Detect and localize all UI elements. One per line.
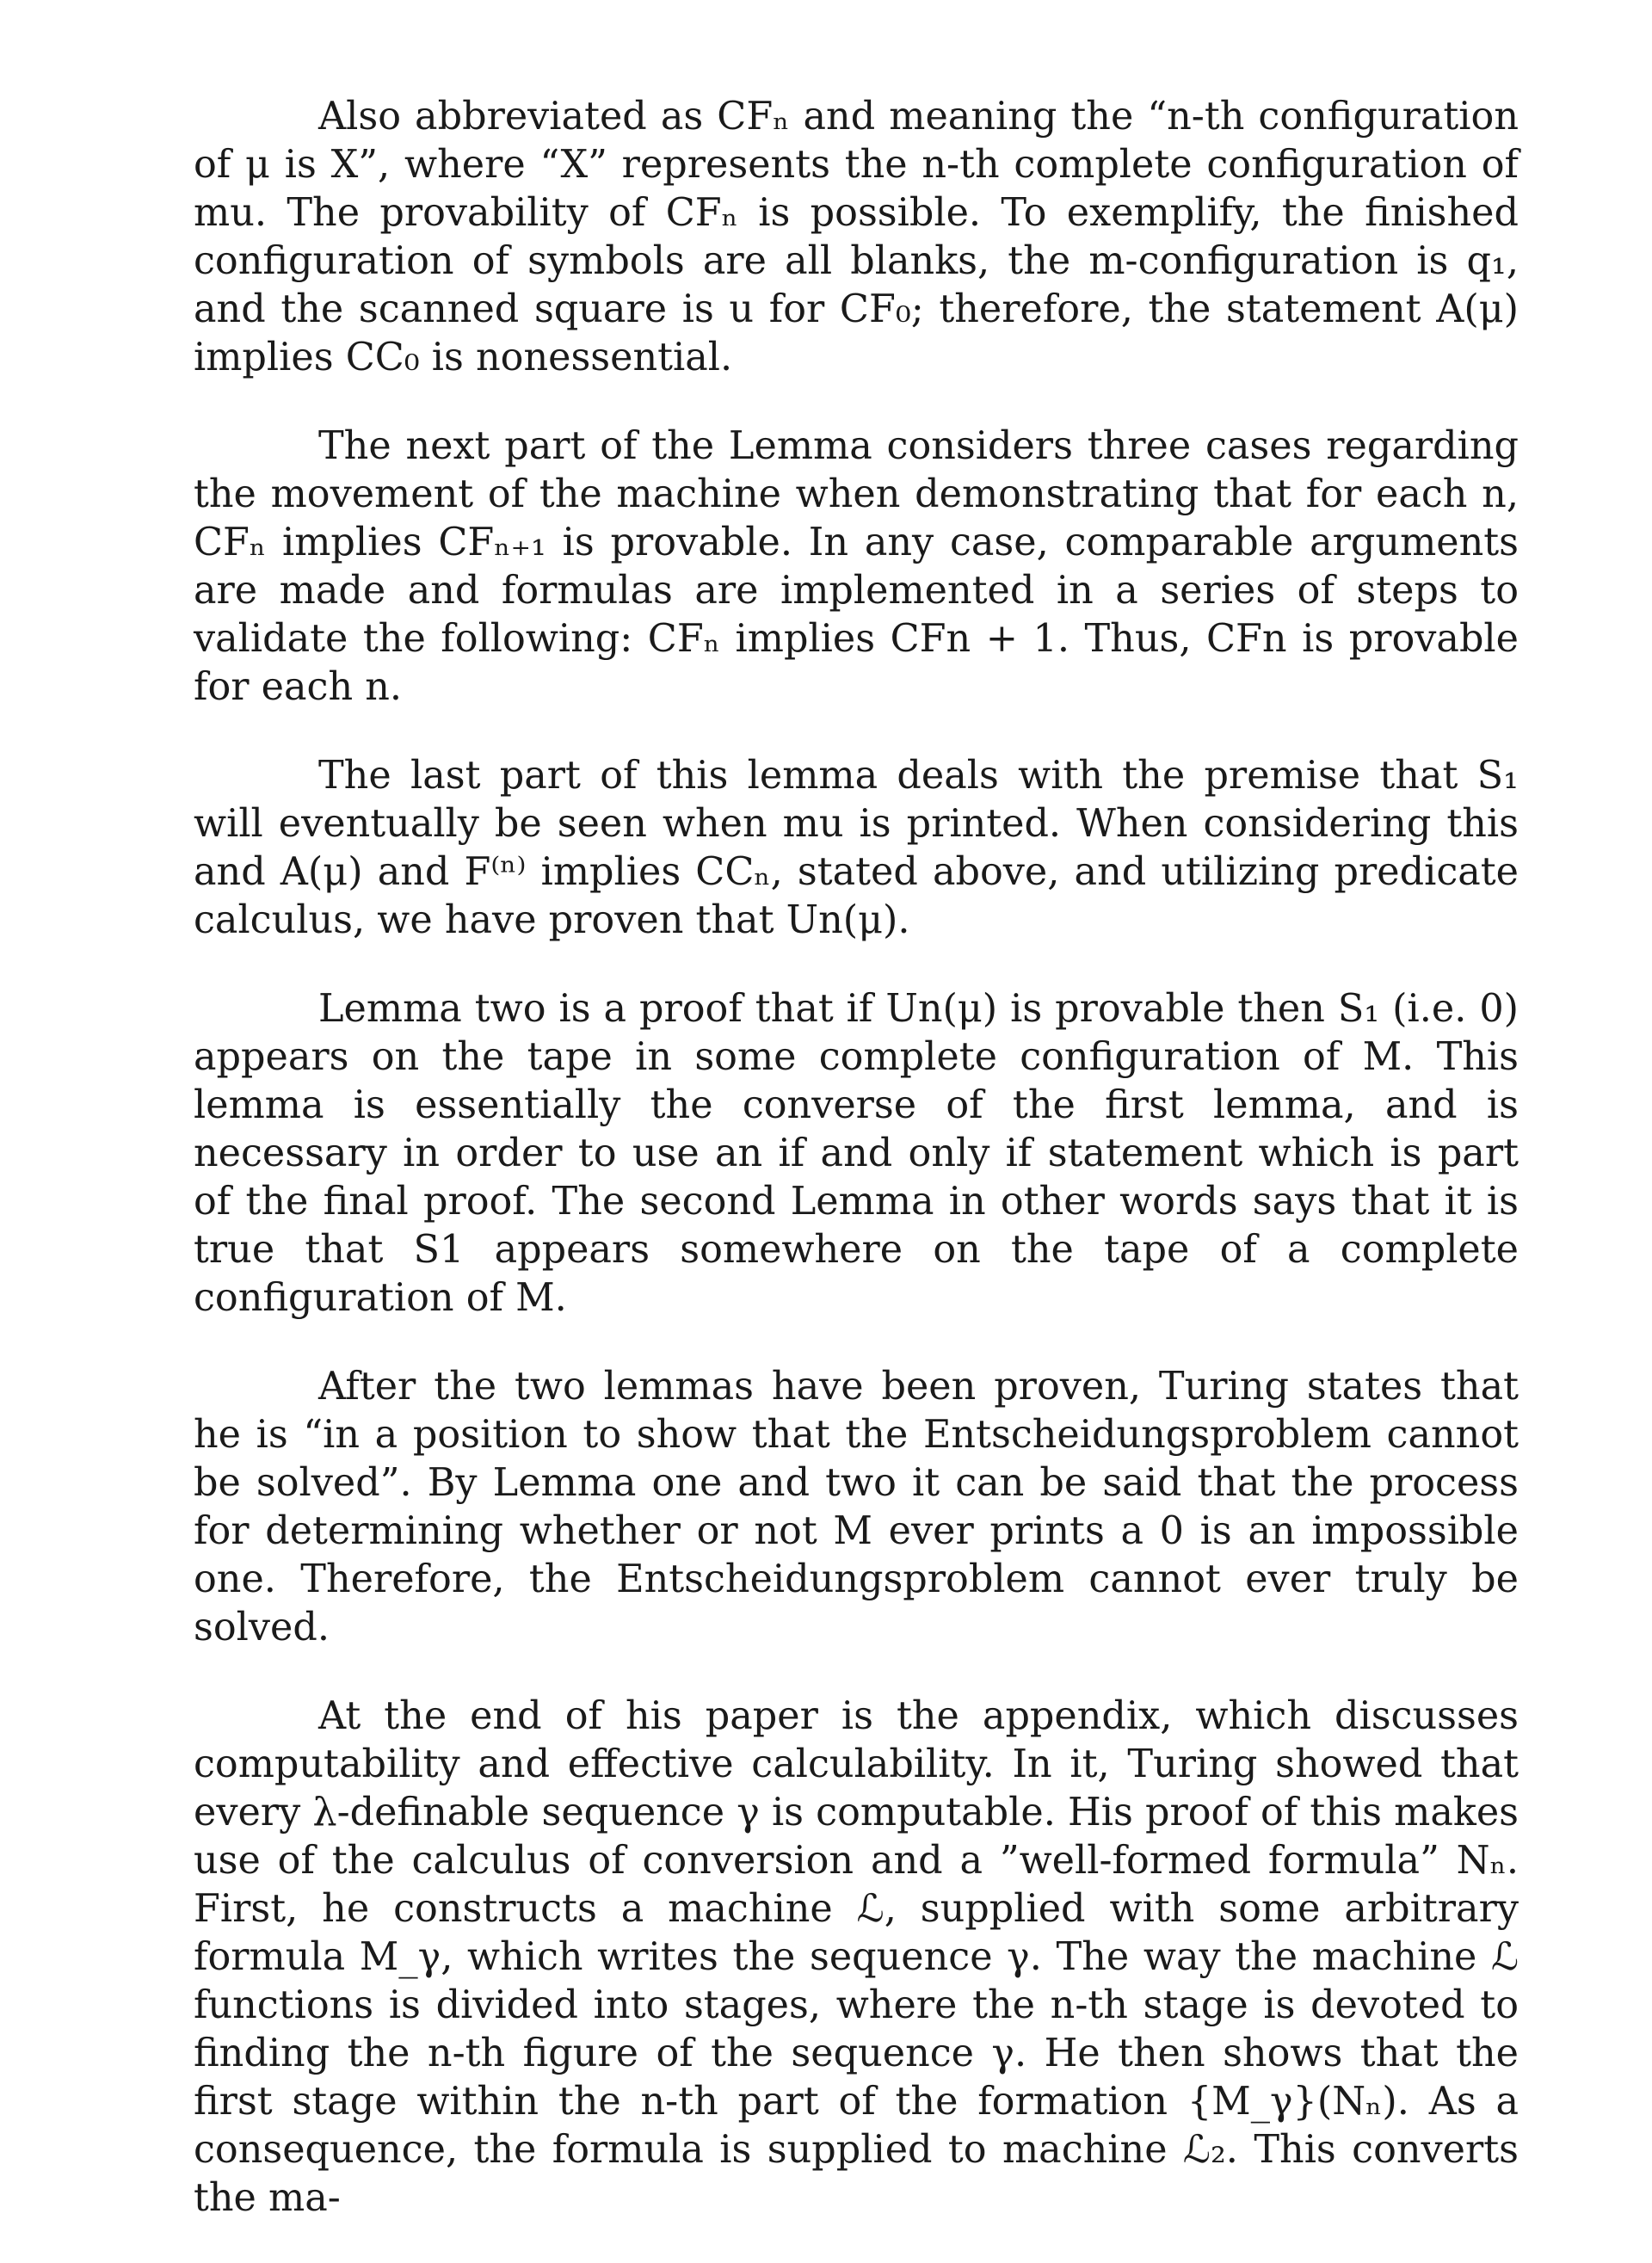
paragraph-6: At the end of his paper is the appendix, which discusses computability and effective calculability. In it, Turing showed that every λ-definable sequence γ is computable. His proof of this makes use of the calculus of conversion and a ”well-formed formula” Nₙ. First, he constructs a machine ℒ, supplied with some arbitrary formula M_γ, which writes the sequence γ. The way the machine ℒ functions is divided into stages, where the n-th stage is devoted to finding the n-th figure of the sequence γ. He then shows that the first stage within the n-th part of the formation {M_γ}(Nₙ). As a consequence, the formula is supplied to machine ℒ₂. This converts the ma-	[194, 1694, 1519, 2220]
paragraph-4: Lemma two is a proof that if Un(μ) is provable then S₁ (i.e. 0) appears on the tape in some complete configuration of M. This lemma is essentially the converse of the first lemma, and is necessary in order to use an if and only if statement which is part of the final proof. The second Lemma in other words says that it is true that S1 appears somewhere on the tape of a complete configuration of M.	[194, 987, 1519, 1320]
paragraph-2: The next part of the Lemma considers three cases regarding the movement of the machine when demonstrating that for each n, CFₙ implies CFₙ₊₁ is provable. In any case, comparable arguments are made and formulas are implemented in a series of steps to validate the following: CFₙ implies CFn + 1. Thus, CFn is provable for each n.	[194, 424, 1519, 709]
document-page	[194, 93, 1519, 2263]
paragraph-3: The last part of this lemma deals with the premise that S₁ will eventually be seen when mu is printed. When considering this and A(μ) and F⁽ⁿ⁾ implies CCₙ, stated above, and utilizing predicate calculus, we have proven that Un(μ).	[194, 754, 1519, 942]
paragraph-5: After the two lemmas have been proven, Turing states that he is “in a position to show that the Entscheidungsproblem cannot be solved”. By Lemma one and two it can be said that the process for determining whether or not M ever prints a 0 is an impossible one. Therefore, the Entscheidungsproblem cannot ever truly be solved.	[194, 1365, 1519, 1649]
paragraph-1: Also abbreviated as CFₙ and meaning the “n-th configuration of μ is X”, where “X” represents the n-th complete configuration of mu. The provability of CFₙ is possible. To exemplify, the finished configuration of symbols are all blanks, the m-configuration is q₁, and the scanned square is u for CF₀; therefore, the statement A(μ) implies CC₀ is nonessential.	[194, 95, 1519, 379]
